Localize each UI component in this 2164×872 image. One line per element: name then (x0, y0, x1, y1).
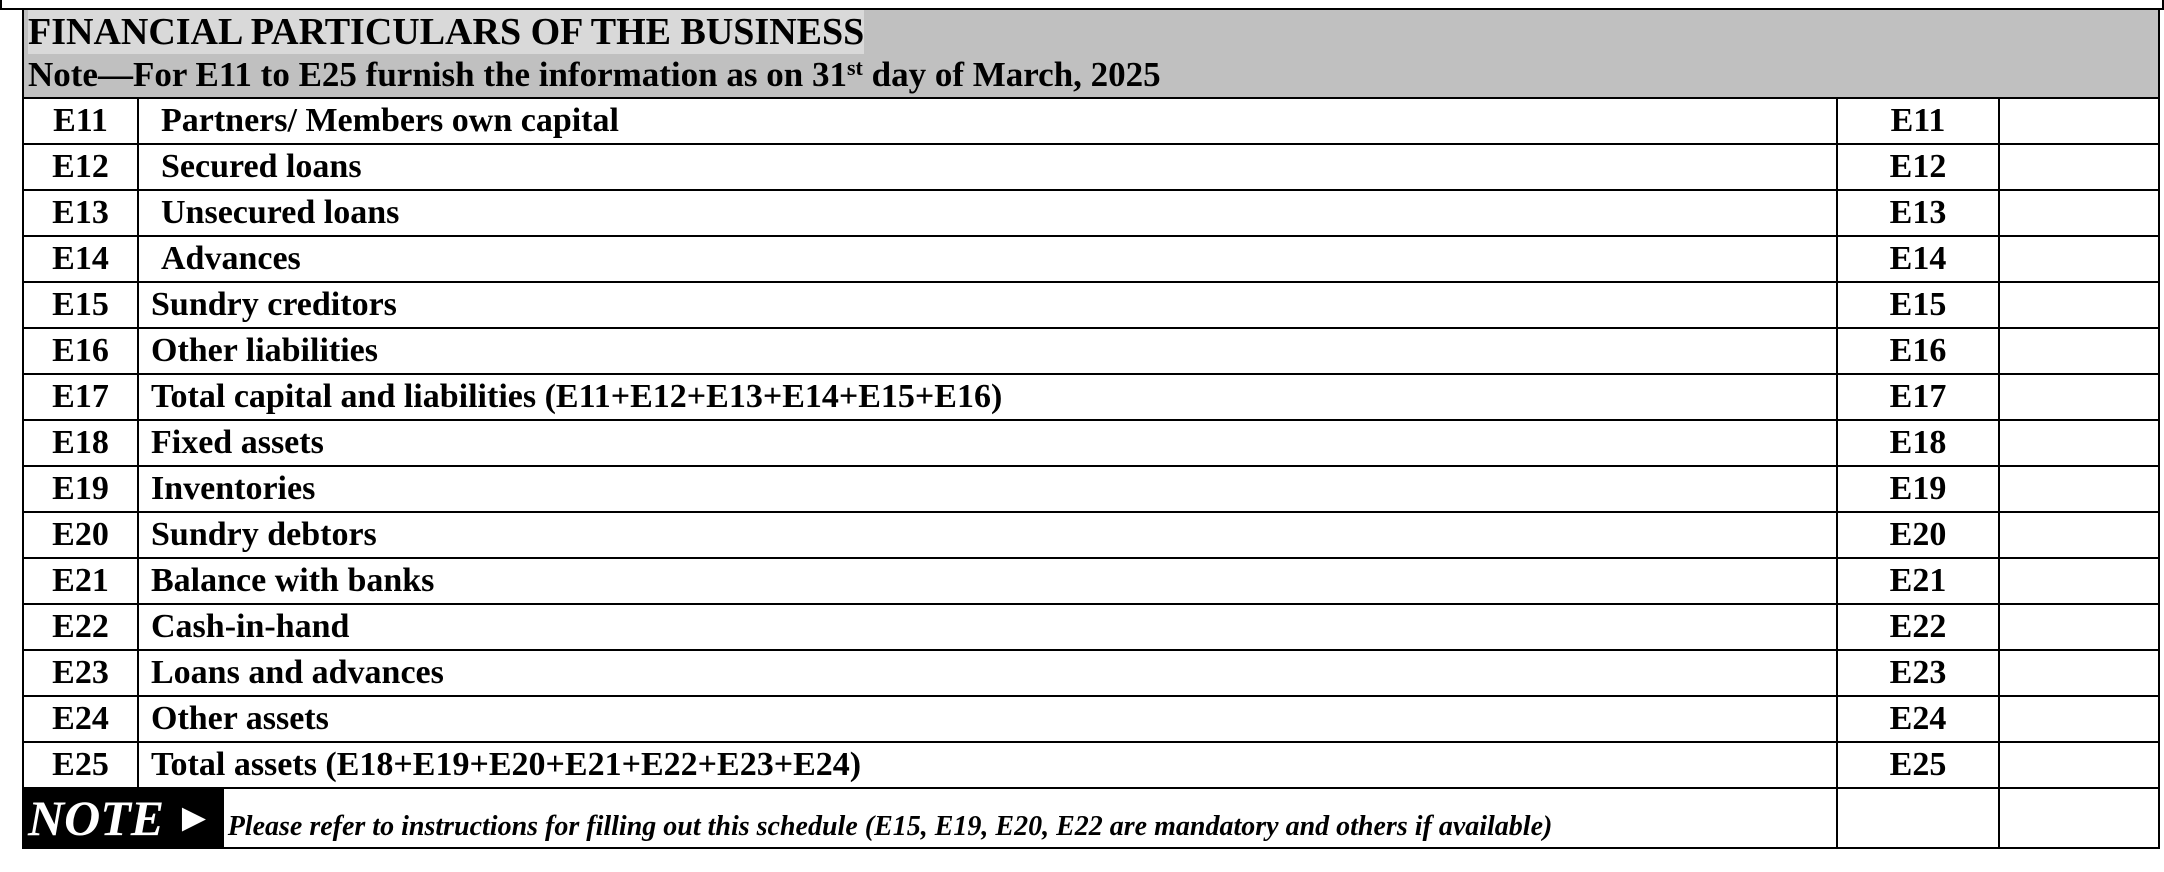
amount-field-e19[interactable] (1999, 466, 2158, 512)
row-ref-code: E19 (1837, 466, 1999, 512)
row-label: Secured loans (138, 144, 1837, 190)
row-code: E16 (24, 328, 138, 374)
row-ref-code: E20 (1837, 512, 1999, 558)
amount-field-e24[interactable] (1999, 696, 2158, 742)
row-ref-code: E21 (1837, 558, 1999, 604)
row-code: E12 (24, 144, 138, 190)
row-label: Cash-in-hand (138, 604, 1837, 650)
row-label: Other assets (138, 696, 1837, 742)
amount-field-e25[interactable] (1999, 742, 2158, 788)
table-row (24, 99, 2158, 144)
table-row (24, 236, 2158, 282)
table-row (24, 190, 2158, 236)
schedule-note (28, 54, 2158, 97)
row-label: Unsecured loans (138, 190, 1837, 236)
row-label: Advances (138, 236, 1837, 282)
row-code: E15 (24, 282, 138, 328)
top-left-tick (0, 0, 2, 10)
amount-field-e21[interactable] (1999, 558, 2158, 604)
row-ref-code: E23 (1837, 650, 1999, 696)
amount-field-e12[interactable] (1999, 144, 2158, 190)
table-row (24, 558, 2158, 604)
financial-particulars-schedule (22, 10, 2160, 849)
amount-field-e18[interactable] (1999, 420, 2158, 466)
row-ref-code: E13 (1837, 190, 1999, 236)
table-row (24, 650, 2158, 696)
table-row (24, 374, 2158, 420)
schedule-title: FINANCIAL PARTICULARS OF THE BUSINESS (28, 11, 865, 53)
row-code: E14 (24, 236, 138, 282)
row-label: Other liabilities (138, 328, 1837, 374)
row-label: Balance with banks (138, 558, 1837, 604)
table-row (24, 604, 2158, 650)
schedule-header (24, 10, 2158, 99)
row-code: E25 (24, 742, 138, 788)
table-row (24, 696, 2158, 742)
row-code: E18 (24, 420, 138, 466)
footer-note-cell (24, 788, 1837, 848)
note-badge-label: NOTE (28, 790, 165, 846)
row-ref-code: E22 (1837, 604, 1999, 650)
row-code: E22 (24, 604, 138, 650)
amount-field-e13[interactable] (1999, 190, 2158, 236)
note-suffix: day of March, 2025 (862, 55, 1161, 94)
amount-field-e16[interactable] (1999, 328, 2158, 374)
table-row (24, 420, 2158, 466)
footer-note-text: Please refer to instructions for filling out this schedule (E15, E19, E20, E22 are mandatory and others if available) (227, 811, 1553, 842)
row-code: E20 (24, 512, 138, 558)
particulars-table-body (24, 99, 2158, 848)
row-ref-code: E16 (1837, 328, 1999, 374)
row-ref-code: E24 (1837, 696, 1999, 742)
top-border-line (0, 0, 2164, 10)
row-ref-code: E18 (1837, 420, 1999, 466)
row-ref-code: E17 (1837, 374, 1999, 420)
footer-empty-cell (1837, 788, 1999, 848)
row-ref-code: E11 (1837, 99, 1999, 144)
table-row (24, 328, 2158, 374)
row-ref-code: E14 (1837, 236, 1999, 282)
row-code: E21 (24, 558, 138, 604)
row-ref-code: E25 (1837, 742, 1999, 788)
note-superscript: st (846, 55, 863, 80)
table-row (24, 282, 2158, 328)
row-ref-code: E15 (1837, 282, 1999, 328)
row-label: Inventories (138, 466, 1837, 512)
note-badge (24, 789, 224, 847)
footer-empty-amount-cell (1999, 788, 2158, 848)
row-label: Sundry creditors (138, 282, 1837, 328)
row-label: Total capital and liabilities (E11+E12+E13+E14+E15+E16) (138, 374, 1837, 420)
amount-field-e17[interactable] (1999, 374, 2158, 420)
amount-field-e23[interactable] (1999, 650, 2158, 696)
row-label: Total assets (E18+E19+E20+E21+E22+E23+E24) (138, 742, 1837, 788)
amount-field-e11[interactable] (1999, 99, 2158, 144)
row-code: E19 (24, 466, 138, 512)
table-row (24, 466, 2158, 512)
particulars-table (24, 99, 2158, 849)
note-prefix: Note—For E11 to E25 furnish the information as on 31 (28, 55, 847, 94)
row-label: Fixed assets (138, 420, 1837, 466)
row-code: E11 (24, 99, 138, 144)
footer-note-row (24, 788, 2158, 848)
amount-field-e14[interactable] (1999, 236, 2158, 282)
row-code: E17 (24, 374, 138, 420)
table-row (24, 512, 2158, 558)
amount-field-e22[interactable] (1999, 604, 2158, 650)
row-label: Loans and advances (138, 650, 1837, 696)
table-row (24, 742, 2158, 788)
row-label: Partners/ Members own capital (138, 99, 1837, 144)
table-row (24, 144, 2158, 190)
row-label: Sundry debtors (138, 512, 1837, 558)
row-ref-code: E12 (1837, 144, 1999, 190)
row-code: E24 (24, 696, 138, 742)
amount-field-e20[interactable] (1999, 512, 2158, 558)
arrow-right-icon: ► (174, 795, 214, 840)
row-code: E13 (24, 190, 138, 236)
amount-field-e15[interactable] (1999, 282, 2158, 328)
row-code: E23 (24, 650, 138, 696)
